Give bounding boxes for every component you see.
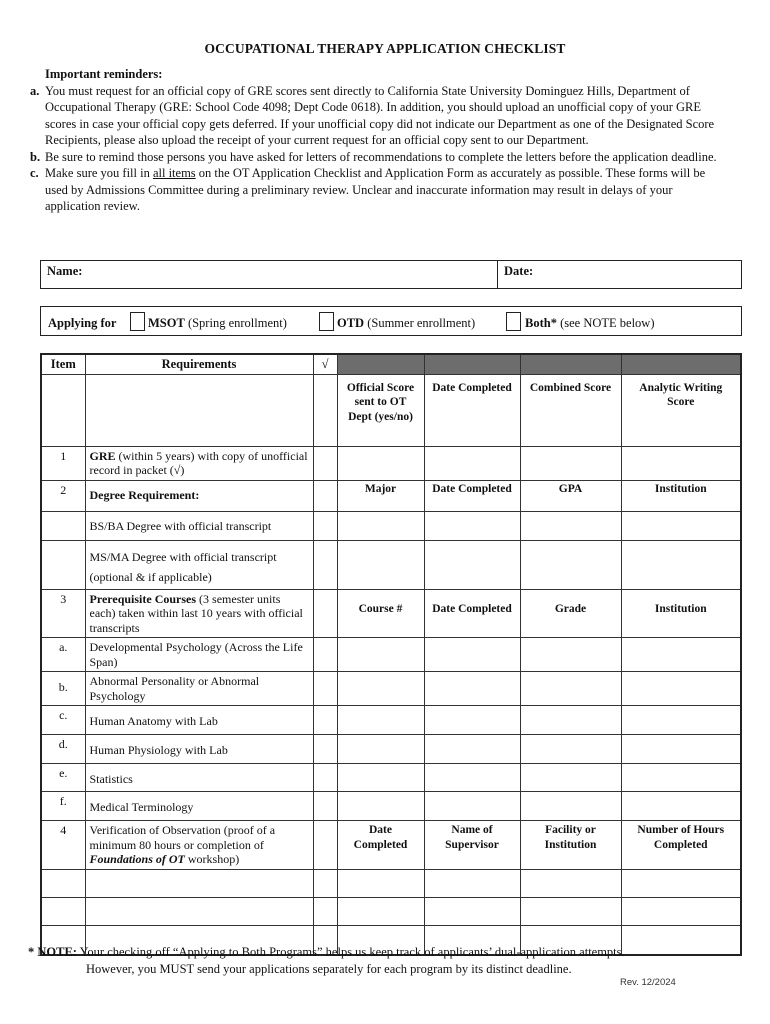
revision-label: Rev. 12/2024 xyxy=(620,977,676,988)
check-cell[interactable] xyxy=(313,589,337,638)
gre-col-combined: Combined Score xyxy=(520,374,621,446)
entry-cell[interactable] xyxy=(520,706,621,735)
course-name: Human Anatomy with Lab xyxy=(85,706,313,735)
gre-col-analytic: Analytic Writing Score xyxy=(621,374,741,446)
both-programs-note xyxy=(28,944,748,977)
table-row-gre xyxy=(41,446,741,480)
table-row-degree xyxy=(41,480,741,511)
otd-desc: (Summer enrollment) xyxy=(364,316,476,330)
entry-cell[interactable] xyxy=(337,764,424,792)
ms-degree-line1: MS/MA Degree with official transcript xyxy=(89,549,277,564)
reminder-c-underlined: all items xyxy=(152,166,196,180)
header-shaded-cell xyxy=(337,354,424,374)
applying-for-label: Applying for xyxy=(48,316,117,330)
msot-checkbox[interactable] xyxy=(130,312,145,331)
course-name: Medical Terminology xyxy=(85,792,313,821)
otd-checkbox[interactable] xyxy=(319,312,334,331)
note-line2: However, you MUST send your applications separately for each program by its distinct deadline. xyxy=(86,961,572,976)
check-cell[interactable] xyxy=(313,480,337,511)
entry-cell[interactable] xyxy=(621,735,741,764)
both-checkbox[interactable] xyxy=(506,312,521,331)
observation-entry-row xyxy=(41,897,741,925)
header-shaded-cell xyxy=(424,354,520,374)
entry-cell[interactable] xyxy=(337,706,424,735)
table-header-row xyxy=(41,354,741,374)
entry-cell[interactable] xyxy=(621,672,741,706)
entry-cell[interactable] xyxy=(621,446,741,480)
gre-label: GRE xyxy=(89,448,116,463)
date-label: Date: xyxy=(504,264,534,278)
course-col-number: Course # xyxy=(337,589,424,638)
degree-col-major: Major xyxy=(337,480,424,511)
otd-option xyxy=(337,316,475,331)
reminders-heading: Important reminders: xyxy=(45,67,163,81)
prereq-desc: (3 semester units each) taken within last 10 years with official transcripts xyxy=(89,591,303,635)
course-row xyxy=(41,706,741,735)
entry-cell[interactable] xyxy=(520,540,621,589)
entry-cell[interactable] xyxy=(337,638,424,672)
entry-cell[interactable] xyxy=(313,869,337,897)
course-row xyxy=(41,638,741,672)
degree-col-date: Date Completed xyxy=(424,480,520,511)
gre-desc: (within 5 years) with copy of unofficial record in packet (√) xyxy=(89,448,308,477)
check-cell[interactable] xyxy=(313,792,337,821)
reminder-c xyxy=(30,165,730,215)
observation-entry-row xyxy=(41,869,741,897)
entry-cell[interactable] xyxy=(41,897,85,925)
course-name: Developmental Psychology (Across the Life Span) xyxy=(85,638,313,672)
note-line1 xyxy=(28,944,748,961)
entry-cell[interactable] xyxy=(621,540,741,589)
reminder-a-label: a. xyxy=(30,83,40,98)
entry-cell[interactable] xyxy=(424,792,520,821)
course-label: a. xyxy=(41,638,85,672)
entry-cell[interactable] xyxy=(424,672,520,706)
entry-cell[interactable] xyxy=(337,511,424,540)
reminder-c-pre: Make sure you fill in xyxy=(45,166,153,180)
check-cell[interactable] xyxy=(313,511,337,540)
entry-cell[interactable] xyxy=(621,869,741,897)
entry-cell[interactable] xyxy=(424,638,520,672)
entry-cell[interactable] xyxy=(520,792,621,821)
applying-for-box xyxy=(40,306,742,336)
gre-requirement xyxy=(85,446,313,480)
entry-cell[interactable] xyxy=(520,897,621,925)
course-row xyxy=(41,792,741,821)
reminder-a xyxy=(30,83,730,149)
course-label: d. xyxy=(41,735,85,764)
check-cell[interactable] xyxy=(313,764,337,792)
name-label: Name: xyxy=(47,264,83,278)
both-option xyxy=(525,316,655,331)
check-cell[interactable] xyxy=(313,446,337,480)
course-row xyxy=(41,735,741,764)
header-shaded-cell xyxy=(520,354,621,374)
table-row-observation xyxy=(41,821,741,870)
obs-col-supervisor: Name of Supervisor xyxy=(424,821,520,870)
check-cell[interactable] xyxy=(313,638,337,672)
reminder-b xyxy=(30,149,730,166)
row-number: 1 xyxy=(41,446,85,480)
check-cell[interactable] xyxy=(313,540,337,589)
msot-desc: (Spring enrollment) xyxy=(184,316,287,330)
check-cell[interactable] xyxy=(313,672,337,706)
entry-cell[interactable] xyxy=(520,672,621,706)
entry-cell[interactable] xyxy=(337,672,424,706)
course-row xyxy=(41,672,741,706)
msot-label: MSOT xyxy=(148,316,185,330)
entry-cell[interactable] xyxy=(424,764,520,792)
header-check: √ xyxy=(313,354,337,374)
course-col-grade: Grade xyxy=(520,589,621,638)
entry-cell[interactable] xyxy=(424,897,520,925)
checklist-table xyxy=(40,353,742,956)
gre-col-date: Date Completed xyxy=(424,374,520,446)
entry-cell[interactable] xyxy=(621,792,741,821)
both-label: Both* xyxy=(525,316,557,330)
entry-cell[interactable] xyxy=(424,540,520,589)
entry-cell[interactable] xyxy=(621,764,741,792)
entry-cell[interactable] xyxy=(337,446,424,480)
entry-cell[interactable] xyxy=(337,897,424,925)
entry-cell[interactable] xyxy=(337,735,424,764)
entry-cell[interactable] xyxy=(621,511,741,540)
entry-cell[interactable] xyxy=(520,735,621,764)
entry-cell[interactable] xyxy=(85,897,313,925)
observation-pre: Verification of Observation (proof of a minimum 80 hours or completion of xyxy=(89,823,276,852)
prereq-requirement xyxy=(85,589,313,638)
ms-degree-line2: (optional & if applicable) xyxy=(89,569,212,584)
date-field[interactable] xyxy=(498,261,741,288)
course-col-institution: Institution xyxy=(621,589,741,638)
reminder-c-label: c. xyxy=(30,166,39,180)
prereq-label: Prerequisite Courses xyxy=(89,591,197,606)
course-label: b. xyxy=(41,672,85,706)
entry-cell[interactable] xyxy=(424,446,520,480)
entry-cell[interactable] xyxy=(313,897,337,925)
reminder-a-text: You must request for an official copy of GRE scores sent directly to California State University Dominguez Hills, Department of Occupational Therapy (GRE: School Code 4098; Dept Code 0618). In addition, you should upload an unofficial copy of your GRE scores in case your official copy gets deferred. If your unofficial copy did not indicate our Department as one of the Designated Score Recipients, please also upload the receipt of your current request for an official copy sent to our Department. xyxy=(45,83,715,147)
header-item: Item xyxy=(41,354,85,374)
table-row-prereq xyxy=(41,589,741,638)
otd-label: OTD xyxy=(337,316,365,330)
row-number: 3 xyxy=(41,589,85,638)
header-shaded-cell xyxy=(621,354,741,374)
entry-cell[interactable] xyxy=(337,869,424,897)
row-number: 4 xyxy=(41,821,85,870)
entry-cell[interactable] xyxy=(520,511,621,540)
check-cell[interactable] xyxy=(313,735,337,764)
course-name: Abnormal Personality or Abnormal Psychology xyxy=(85,672,313,706)
check-cell[interactable] xyxy=(313,821,337,870)
degree-col-institution: Institution xyxy=(621,480,741,511)
entry-cell[interactable] xyxy=(520,446,621,480)
entry-cell[interactable] xyxy=(424,706,520,735)
check-cell[interactable] xyxy=(313,706,337,735)
name-field[interactable] xyxy=(41,261,498,288)
obs-col-hours: Number of Hours Completed xyxy=(621,821,741,870)
important-reminders xyxy=(30,66,730,215)
name-date-box xyxy=(40,260,742,289)
gre-subheader-row xyxy=(41,374,741,446)
entry-cell[interactable] xyxy=(520,869,621,897)
course-name: Statistics xyxy=(85,764,313,792)
entry-cell[interactable] xyxy=(621,638,741,672)
entry-cell[interactable] xyxy=(424,869,520,897)
entry-cell[interactable] xyxy=(424,511,520,540)
reminder-b-text: Be sure to remind those persons you have asked for letters of recommendations to complete the letters before the application deadline. xyxy=(45,149,717,164)
course-name: Human Physiology with Lab xyxy=(85,735,313,764)
course-label: c. xyxy=(41,706,85,735)
header-requirements: Requirements xyxy=(85,354,313,374)
reminder-c-post: on the OT Application Checklist and Application Form as accurately as possible. These forms will be used by Admissions Committee during a preliminary review. Unclear and inaccurate information may result in delays of your application review. xyxy=(45,166,706,213)
both-desc: (see NOTE below) xyxy=(556,316,655,330)
table-row-ba xyxy=(41,511,741,540)
degree-col-gpa: GPA xyxy=(520,480,621,511)
page-title: OCCUPATIONAL THERAPY APPLICATION CHECKLIST xyxy=(204,41,566,56)
entry-cell[interactable] xyxy=(337,540,424,589)
entry-cell[interactable] xyxy=(520,638,621,672)
obs-col-date: Date Completed xyxy=(337,821,424,870)
entry-cell[interactable] xyxy=(85,869,313,897)
obs-col-facility: Facility or Institution xyxy=(520,821,621,870)
entry-cell[interactable] xyxy=(41,869,85,897)
reminder-b-label: b. xyxy=(30,149,41,164)
msot-option xyxy=(148,316,287,331)
table-row-ms xyxy=(41,540,741,589)
entry-cell[interactable] xyxy=(520,764,621,792)
gre-col-official: Official Score sent to OT Dept (yes/no) xyxy=(337,374,424,446)
ms-degree xyxy=(85,540,313,589)
course-col-date: Date Completed xyxy=(424,589,520,638)
entry-cell[interactable] xyxy=(424,735,520,764)
entry-cell[interactable] xyxy=(337,792,424,821)
course-label: e. xyxy=(41,764,85,792)
observation-workshop: Foundations of OT xyxy=(89,852,185,866)
course-row xyxy=(41,764,741,792)
observation-requirement xyxy=(85,821,313,870)
observation-post: workshop) xyxy=(184,852,240,866)
entry-cell[interactable] xyxy=(621,897,741,925)
entry-cell[interactable] xyxy=(621,706,741,735)
note-text1: Your checking off “Applying to Both Programs” helps us keep track of applicants’ dual-application attempts. xyxy=(76,945,625,959)
degree-requirement: Degree Requirement: xyxy=(85,480,313,511)
note-prefix: * NOTE: xyxy=(28,945,77,959)
course-label: f. xyxy=(41,792,85,821)
ba-degree: BS/BA Degree with official transcript xyxy=(85,511,313,540)
row-number: 2 xyxy=(41,480,85,511)
reminder-c-text xyxy=(45,165,730,215)
